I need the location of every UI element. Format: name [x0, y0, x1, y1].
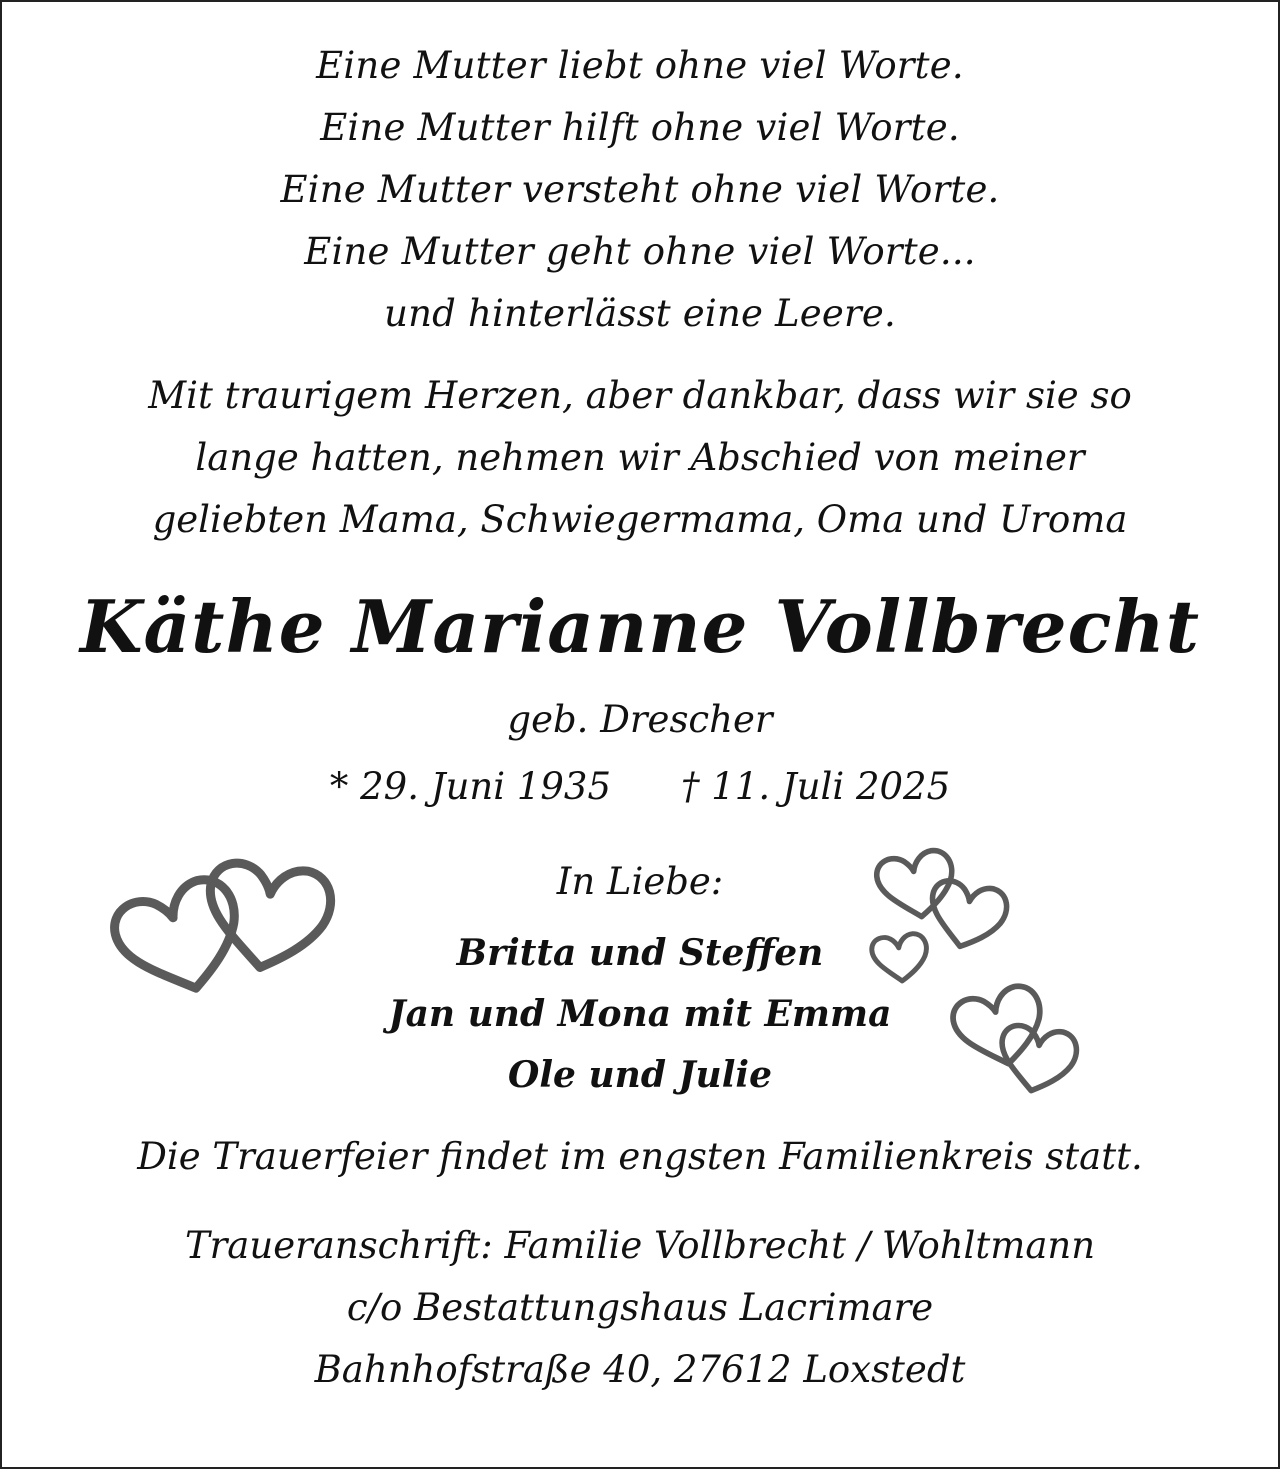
address-line-2: c/o Bestattungshaus Lacrimare	[346, 1286, 934, 1329]
poem-line-4: Eine Mutter geht ohne viel Worte...	[304, 230, 976, 273]
maiden-name: geb. Drescher	[507, 698, 773, 741]
intro-line-3: geliebten Mama, Schwiegermama, Oma und Uroma	[152, 498, 1128, 541]
mourners-heading: In Liebe:	[556, 860, 724, 903]
poem-line-5: und hinterlässt eine Leere.	[384, 292, 896, 335]
deceased-name: Käthe Marianne Vollbrecht	[79, 584, 1201, 669]
life-dates	[0, 765, 1280, 808]
funeral-note: Die Trauerfeier findet im engsten Familienkreis statt.	[137, 1135, 1143, 1178]
address-line-3: Bahnhofstraße 40, 27612 Loxstedt	[314, 1348, 966, 1391]
poem-line-1: Eine Mutter liebt ohne viel Worte.	[316, 44, 964, 87]
address-line-1: Traueranschrift: Familie Vollbrecht / Wohltmann	[184, 1224, 1096, 1267]
heart-pair-left-icon	[88, 838, 368, 998]
poem-line-2: Eine Mutter hilft ohne viel Worte.	[320, 106, 960, 149]
mourner-line-3: Ole und Julie	[508, 1054, 772, 1096]
birth-date: * 29. Juni 1935	[329, 765, 611, 808]
mourner-line-2: Jan und Mona mit Emma	[388, 993, 892, 1035]
intro-line-2: lange hatten, nehmen wir Abschied von meiner	[195, 436, 1085, 479]
poem-line-3: Eine Mutter versteht ohne viel Worte.	[280, 168, 1000, 211]
mourner-line-1: Britta und Steffen	[456, 932, 824, 974]
intro-line-1: Mit traurigem Herzen, aber dankbar, dass wir sie so	[148, 374, 1132, 417]
death-date: † 11. Juli 2025	[681, 765, 951, 808]
hearts-cluster-right-icon	[862, 840, 1102, 1120]
